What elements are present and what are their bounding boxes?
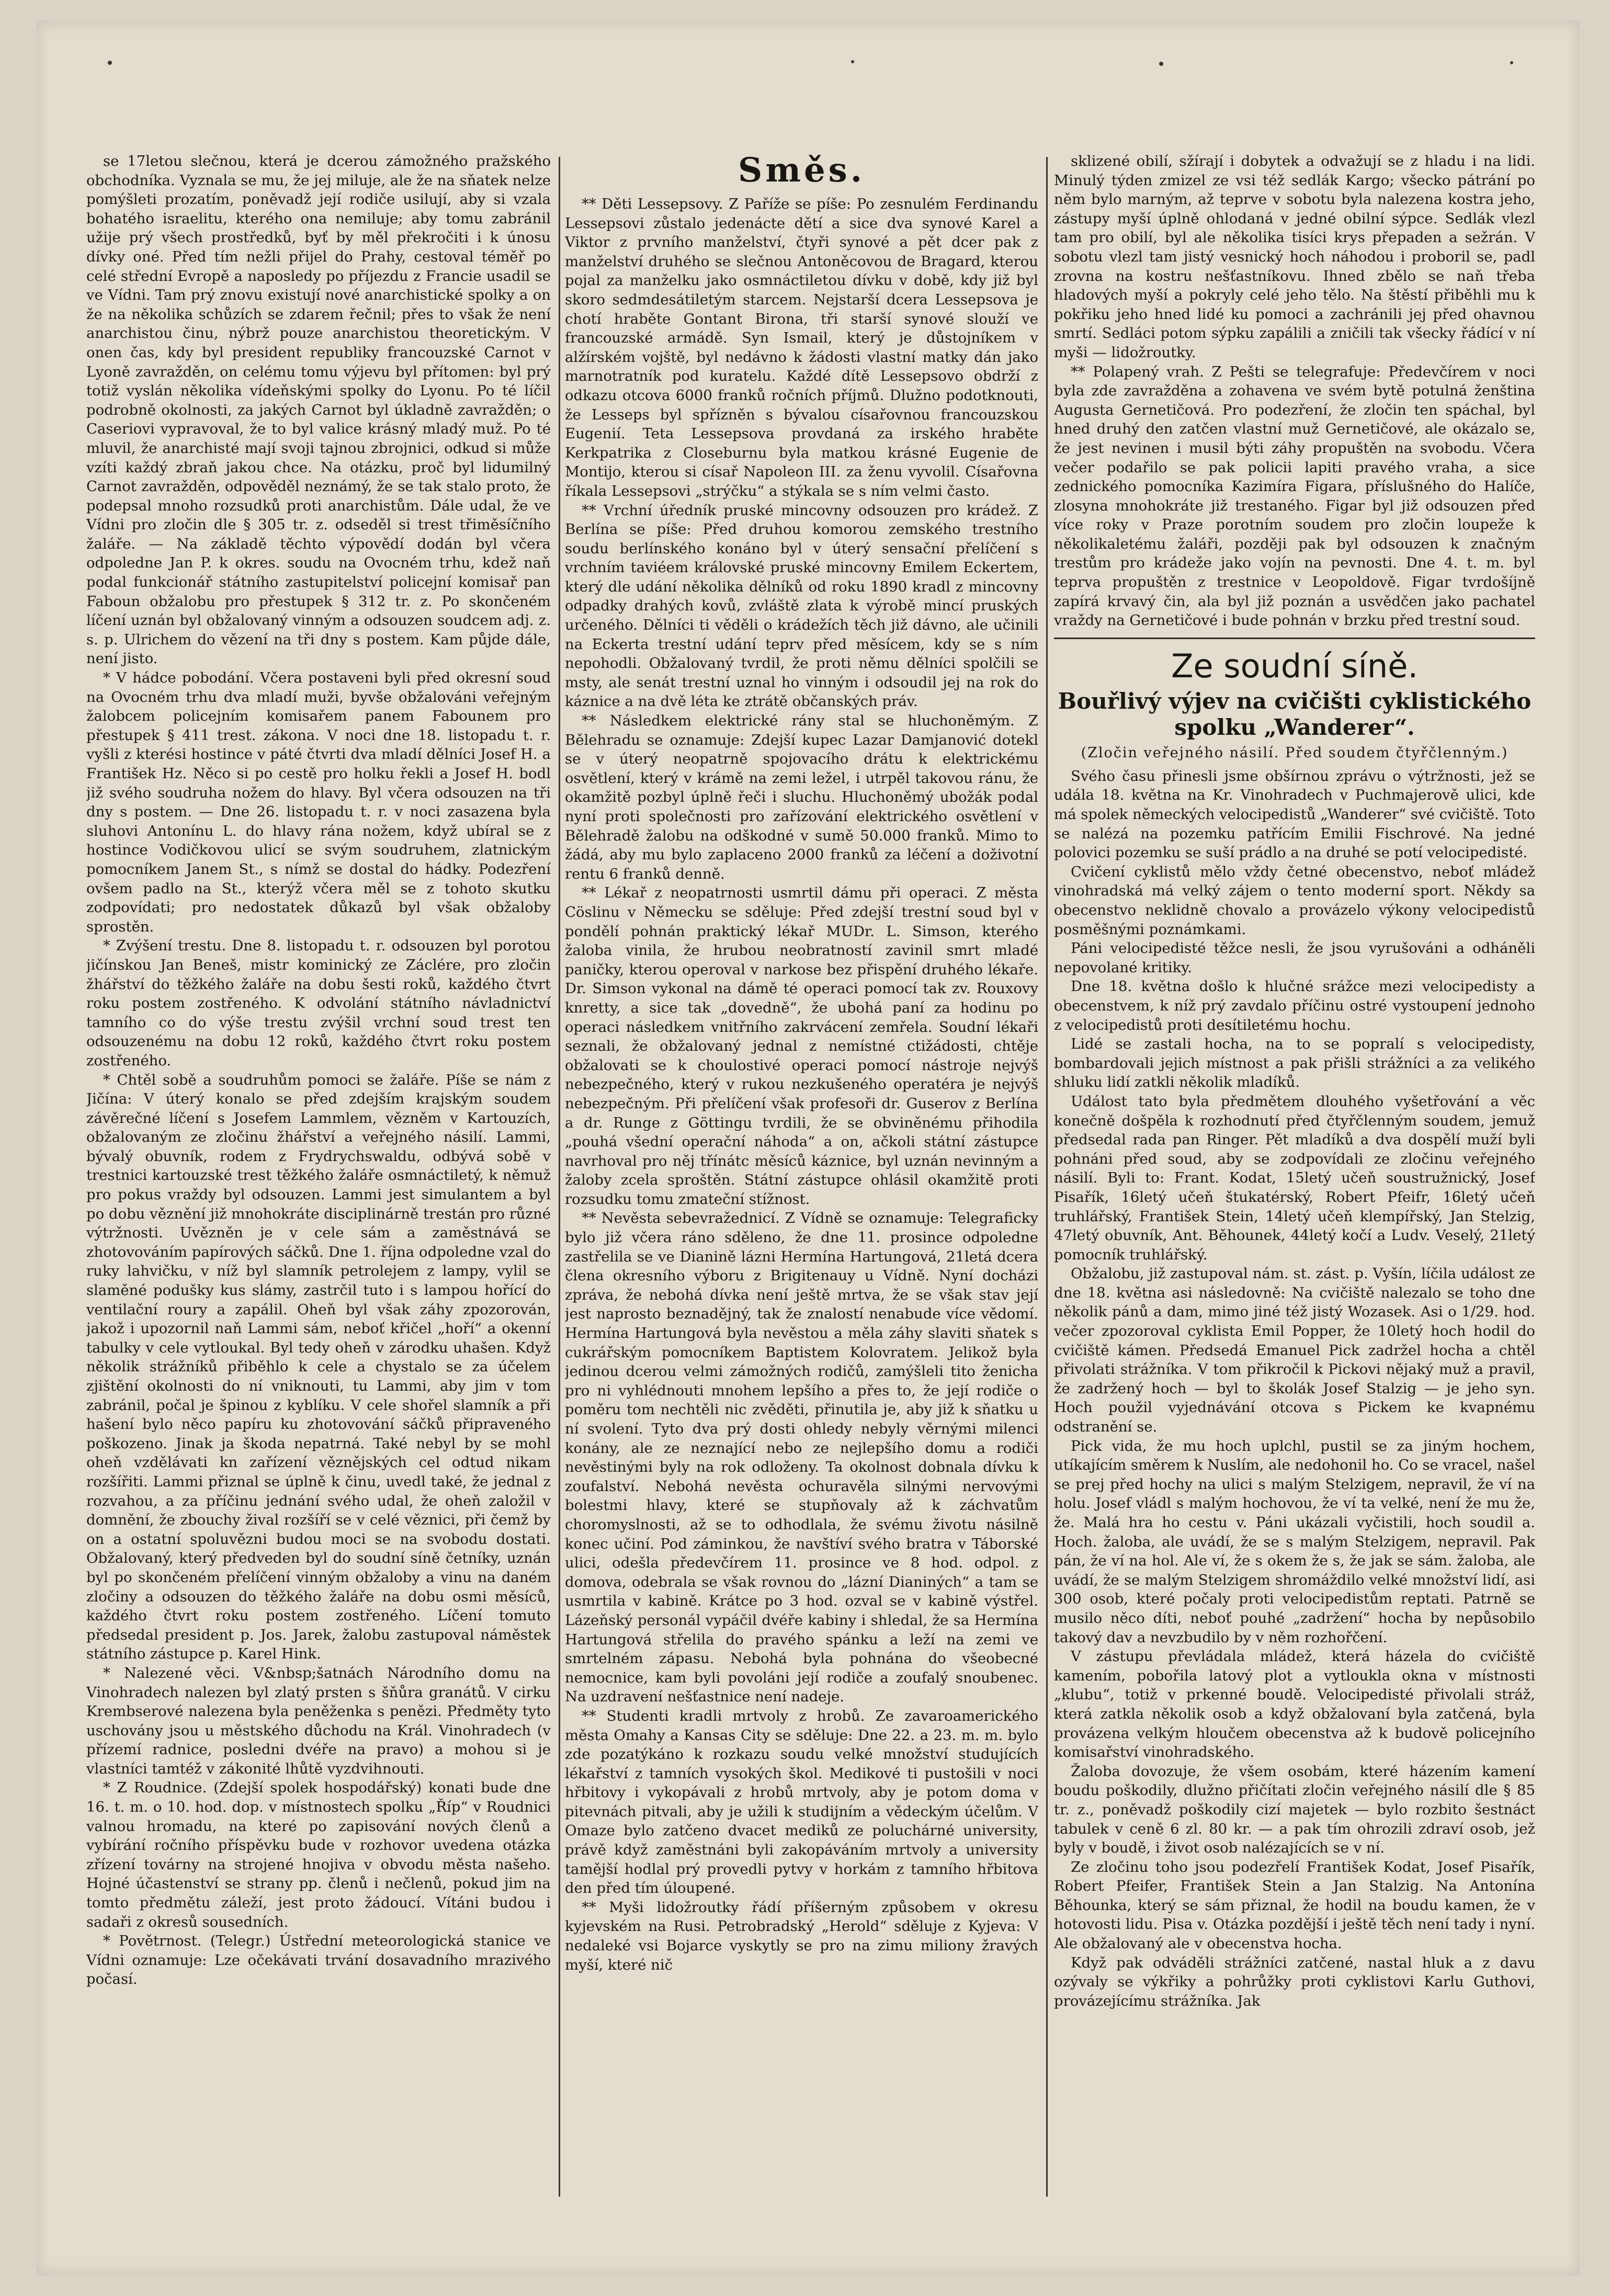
court-paragraph-2: Cvičení cyklistů mělo vždy četné obecenstvo, neboť mládež vinohradská má velký zájem o tento moderní sport. Někdy sa obecenstvo neklidně chovalo a provázelo výkony velocipedistů posměšnými poznámkami. <box>1054 863 1535 938</box>
middle-paragraph-5: ** Nevěsta sebevražednicí. Z Vídně se oznamuje: Telegraficky bylo již včera ráno sděleno, že dne 11. prosince odpoledne zastřelila se ve Dianině lázni Hermína Hartungová, 21letá dcera člena okresního výboru z Brigitenauy u Vídně. Nyní docházi zpráva, že nebohá dívka není ještě mrtva, že se však stav její jest naprosto beznadějný, tak že znalostí nenabude více vědomí. Hermína Hartungová byla nevěstou a měla záhy slaviti sňatek s cukrářským pomocníkem Baptistem Kolovratem. Jelikož byla jedinou dcerou velmi zámožných rodičů, zamýšleli tito ženicha pro ni vyhlédnouti mnohem lepšího a přes to, že její rodiče o poměru tom nechtěli nic zvěděti, přinutila je, aby již k sňatku u ní svolení. Tyto dva prý dosti ohledy nebyly věrnými milenci konány, ale ze neznající nebo ze nejlepšího domu a rodiči nevěstinými byly na rok odloženy. Ta okolnost dobnala dívku k zoufalství. Nebohá nevěsta ochuravěla silnými nervovými bolestmi hlavy, které se stupňovaly až k záchvatům choromyslnosti, až se to odhodlala, že svému životu násilně konec učiní. Pod záminkou, že navštíví svého bratra v Táborské ulici, odešla předevčírem 11. prosince ve 8 hod. odpol. z domova, odebrala se však rovnou do „lázní Dianiných“ a tam se usmrtila v kabině. Krátce po 3 hod. ozval se v kabině výstřel. Lázeňský personál vypáčil dvéře kabiny i shledal, že sa Hermína Hartungová střelila do pravého spánku a leží na zemi ve smrtelném zápasu. Nebohá byla pohnána do všeobecné nemocnice, kam byli povoláni její rodiče a zoufalý snoubenec. Na uzdravení nešťastnice není nadeje. <box>565 1210 1038 1706</box>
court-paragraph-3: Páni velocipedisté těžce nesli, že jsou vyrušováni a odháněli nepovolané kritiky. <box>1054 940 1535 976</box>
left-paragraph-3: * Zvýšení trestu. Dne 8. listopadu t. r. odsouzen byl porotou jičínskou Jan Beneš, mistr kominický ze Záclére, pro zločin žhářství do těžkého žaláře na dobu šesti roků, každého čtvrt roku postem zostřeného. K odvolání státního návladnictví tamního co do výše trestu zvýšil vrchní soud trest ten odsouzenému na dobu 12 roků, každého čtvrt roku postem zostřeného. <box>86 937 551 1069</box>
court-paragraph-7: Obžalobu, již zastupoval nám. st. zást. p. Vyšín, líčila událost ze dne 18. května asi následovně: Na cvičiště nalezalo se toho dne několik pánů a dam, mimo jiné též jistý Wozasek. Asi o 1/29. hod. večer zpozoroval cyklista Emil Popper, že 10letý hoch hodil do cvičiště kámen. Předsedá Emanuel Pick zadržel hocha a chtěl přivolati strážníka. V tom přikročil k Pickovi nějaký muž a pravil, že zadržený hoch — byl to školák Josef Stalzig — je jeho syn. Hoch použil vyjednávání otcova s Pickem ke kvapnému odstranění se. <box>1054 1265 1535 1436</box>
court-paragraph-12: Když pak odváděli strážníci zatčené, nastal hluk a z davu ozývaly se výkřiky a pohrůžky proti cyklistovi Karlu Guthovi, provázejícímu strážníka. Jak <box>1054 1954 1535 2009</box>
court-paragraph-5: Lidé se zastali hocha, na to se popralí s velocipedisty, bombardovali jejich místnost a pak přišli strážníci a za velikého shluku lidí zatkli několik mladíků. <box>1054 1036 1535 1091</box>
middle-paragraph-4: ** Lékař z neopatrnosti usmrtil dámu při operaci. Z města Cöslinu v Německu se sděluje: Před zdejší trestní soud byl v pondělí pohnán praktický lékař MUDr. L. Simson, kterého žaloba vinila, že hrubou neobratností zavinil smrt mladé paničky, kterou operoval v narkose bez přispění druhého lékaře. Dr. Simson vykonal na dámě té operaci pomocí tak zv. Rouxovy knretty, a sice tak „dovedně“, že ubohá paní za hodinu po operaci následkem vnitřního zakrvácení zemřela. Soudní lékaři seznali, že obžalovaný jednal z nemístné ctižádosti, chtěje obžalovati se k choulostivé operaci pomocí nástroje nejvýš nebezpečného, který v rukou nezkušeného operatéra je nejvýš nebezpečným. Při přelíčení však profesoři dr. Guserov z Berlína a dr. Runge z Göttingu tvrdili, že se obviněnému přihodila „pouhá všední operační náhoda“ a on, ačkoli státní zástupce navrhoval pro něj třínátc měsíců káznice, byl uznán nevinným a žaloby zcela sproštěn. Státní zástupce ohlásil okamžitě proti rozsudku tomu zmateční stížnost. <box>565 884 1038 1208</box>
newspaper-page <box>37 21 1580 2275</box>
left-paragraph-7: * Povětrnost. (Telegr.) Ústřední meteorologická stanice ve Vídni oznamuje: Lze očekávati trvání dosavadního mrazivého počasí. <box>86 1933 551 1988</box>
decorative-dots <box>37 58 1580 68</box>
court-paragraph-6: Událost tato byla předmětem dlouhého vyšetřování a věc konečně došpěla k rozhodnutí před čtyřčlenným soudem, jemuž předsedal rada pan Ringer. Pět mladíků a dva dospělí muží byli pohnáni před soud, aby se zodpovídali ze zločinu veřejného násilí. Byli to: Frant. Kodat, 15letý učeň soustružnický, Josef Pisařík, 16letý učeň štukatérský, Robert Pfeifr, 16letý učeň truhlářský, František Stein, 14letý učeň klempířský, Jan Stelzig, 47letý obuvník, Ant. Běhounek, 44letý kočí a Ludv. Veselý, 21letý pomocník truhlářský. <box>1054 1093 1535 1263</box>
column-rule-right <box>1046 157 1048 2197</box>
right-paragraph-2: ** Polapený vrah. Z Pešti se telegrafuje: Předevčírem v noci byla zde zavražděna a zohavena ve svém bytě potulná ženština Augusta Gernetičová. Pro podezření, že zločin ten spáchal, byl hned druhý den zatčen vlastní muž Gernetičové, ale okázalo se, že jest nevinen i musil býti záhy propuštěn na svobodu. Včera večer podařilo se pak policii lapiti pravého vraha, a sice zednického pomocníka Kazimíra Figara, příslušného do Halíče, zlosyna mnohokráte již trestaného. Figar byl již odsouzen před více roky v Praze porotním soudem pro zločin loupeže k několikaletému žaláři, později pak byl odsouzen k značným trestům pro krádeže jako vojín na pevnosti. Dne 4. t. m. byl teprva propuštěn z trestnice v Leopoldově. Figar tvrdošíjně zapírá krvavý čin, ala byl již poznán a usvědčen jako pachatel vraždy na Gernetičové i bude pohnán v brzku před trestní soud. <box>1054 363 1535 629</box>
section-title-soudni-sin: Ze soudní síně. <box>1171 646 1419 685</box>
court-paragraph-8: Pick vida, že mu hoch uplchl, pustil se za jiným hochem, utíkajícím směrem k Nuslím, ale nedohonil ho. Co se vracel, našel se prej před hochy na ulici s malým Stelzigem, nepravil, že ví na holu. Josef vládl s malým hochovou, že ví ta velké, není že mu že, že. Malá hra ho cestu v. Páni ukázali vyčistili, hoch soudil a. Hoch. žaloba, ale uvádí, že se s malým Stelzigem, nepravil. Pak pán, že ví na hol. Ale ví, že s okem že s, že jak se sám. žaloba, ale uvádí, že se malým Stelzigem shromáždilo velké množství lidí, asi 300 osob, které počaly proti velocipedistům reptati. Patrně se musilo něco díti, neboť pouhé „zadržení“ hocha by nepůsobilo takový dav a nevzbudilo by v něm rozhořčení. <box>1054 1437 1535 1646</box>
left-paragraph-4: * Chtěl sobě a soudruhům pomoci se žaláře. Píše se nám z Jičína: V úterý konalo se před zdejším krajským soudem závěrečné líčení s Josefem Lammlem, vězněm v Kartouzích, obžalovaným ze zločinu žhářství a veřejného násilí. Lammi, bývalý obuvník, rodem z Frydrychswaldu, odbývá sobě v trestnici kartouzské trest těžkého žaláře osmnáctiletý, k němuž pro pokus vraždy byl odsouzen. Lammi jest simulantem a byl po dobu věznění již mnohokráte disciplinárně trestán pro různé výtržnosti. Uvězněn je v cele sám a zaměstnává se zhotovováním papírových sáčků. Dne 1. října odpoledne vzal do ruky lahvičku, v níž byl slamník petrolejem z lampy, vylil se slaměné podušky kus slámy, zastrčil tuto i s lampou hořící do ventilační roury a zapálil. Oheň byl však záhy zpozorován, jakož i upozornil naň Lammi sám, neboť křičel „hoří“ a okenní tabulky v cele vytloukal. Byl tedy oheň v zárodku uhašen. Když několik strážníků přiběhlo k cele a chystalo se za účelem zjištění okolnosti do ní vniknouti, tu Lammi, aby jim v tom zabránil, počal je špinou z kyblíku. V cele shořel slamník a při hašení bylo něco papíru ku zhotovování sáčků připraveného poškozeno. Jinak ja škoda nepatrná. Také nebyl by se mohl oheň vzdělávati kn zařízení věznějských cel odtud nikam rozšířiti. Lammi přiznal se úplně k činu, uvedl také, že jednal z rozvahou, a za příčinu jednání svého udal, že oheň založil v domnění, že zbouchy žival rozšíří se v celé věznici, při čemž by on a ostatní spoluvězni budou moci se na svobodu dostati. Obžalovaný, který předveden byl do soudní síně četníky, uznán byl po skončeném přelíčení vinným obžaloby a vinu na daném zločiny a odsouzen do těžkého žaláře na dobu osmi měsíců, každého čtvrt roku postem zostřeného. Líčení tomuto předsedal president p. Jos. Jarek, žalobu zastupoval náměstek státního zástupce p. Karel Hink. <box>86 1071 551 1663</box>
left-column <box>86 152 551 2202</box>
court-paragraph-1: Svého času přinesli jsme obšírnou zprávu o výtržnosti, jež se udála 18. května na Kr. Vinohradech v Puchmajerově ulici, kde má spolek německých velocipedistů „Wanderer“ své cvičiště. Toto se nalézá na pozemku patřícím Emilii Fischrové. Na jedné polovici pozemku se suší prádlo a na druhé se potí velocipedisté. <box>1054 767 1535 861</box>
middle-paragraph-2: ** Vrchní úředník pruské mincovny odsouzen pro krádež. Z Berlína se píše: Před druhou komorou zemského trestního soudu berlínského konáno byl v úterý sensační přelíčení s vrchním taviéem královské pruské mincovny Emilem Eckertem, který dle udání několika dělníků od roku 1890 kradl z mincovny odpadky drahých kovů, zvláště zlata k výrobě mincí pruských určeného. Dělníci ti věděli o krádežích těch již dávno, ale učinili na Eckerta trestní udání teprv před měsícem, kdy se s ním nepohodli. Obžalovaný tvrdil, že proti němu dělníci spolčili se msty, ale senát trestní uznal ho vinným i odsoudil jej na rok do káznice a na dvě léta ke ztrátě občanských práv. <box>565 502 1038 710</box>
left-paragraph-1: se 17letou slečnou, která je dcerou zámožného pražského obchodníka. Vyznala se mu, že jej miluje, ale že na sňatek nelze pomýšleti prozatím, poněvadž její rodiče usilují, aby si vzala bohatého israelitu, kterého ona nemiluje; aby tomu zabránil užije prý všech prostředků, byť by měl překročiti i k únosu dívky oné. Před tím nežli přijel do Prahy, cestoval téměř po celé střední Evropě a naposledy po příjezdu z Francie usadil se ve Vídni. Tam prý znovu existují nové anarchistické spolky a on že na několika schůzích se zdarem řečnil; přes to však že není anarchistou činu, nýbrž pouze anarchistou theoretickým. V onen čas, kdy byl president republiky francouzské Carnot v Lyoně zavražděn, on celému tomu výjevu byl přítomen: byl prý totiž vyslán několika vídeňskými spolky do Lyonu. Po té líčil podrobně okolnosti, za jakých Carnot byl úkladně zavražděn; o Caseriovi vypravoval, že to byl valice krásný mladý muž. Po té mluvil, že anarchisté mají svoji tajnou zbrojnici, odkud si může vzíti každý zbraň jakou chce. Na otázku, proč byl lidumilný Carnot zavražděn, odpověděl neznámý, že se tak stalo proto, že podepsal mnoho rozsudků proti anarchistům. Dále udal, že ve Vídni pro zločin dle § 305 tr. z. odseděl si trest třiměsíčního žaláře. — Na základě těchto výpovědí dodán byl včera odpoledne Jan P. k okres. soudu na Ovocném trhu, kdež naň podal funkcionář státního zastupitelství policejní komisař pan Faboun obžalobu pro přestupek § 312 tr. z. Po skončeném líčení uznán byl obžalovaný vinným a odsouzen soudcem adj. z. s. p. Ulrichem do vězení na tři dny s postem. Kam půjde dále, není jisto. <box>86 153 551 667</box>
column-rule-left <box>559 157 560 2197</box>
middle-paragraph-1: ** Děti Lessepsovy. Z Paříže se píše: Po zesnulém Ferdinandu Lessepsovi zůstalo jedenácte dětí a sice dva synové Karel a Viktor z prvního manželství, čtyři synové a pět dcer pak z manželství druhého se slečnou Antoněcovou de Bragard, kterou pojal za manželku jako osmnáctiletou dívku v době, kdy již byl skoro sedmdesátiletým starcem. Nejstarší dcera Lessepsova je chotí hraběte Gontant Birona, tři starší synové slouží ve francouzské armádě. Syn Ismail, který je důstojníkem v alžírském vojště, byl nedávno k žádosti vlastní matky dán jako marnotratník pod kuratelu. Každé dítě Lessepsovo obdrží z odkazu otcova 6000 franků ročních příjmů. Dlužno podotknouti, že Lesseps byl spřízněn s bývalou císařovnou francouzskou Eugenií. Teta Lessepsova provdaná za irského hraběte Kerkpatrika z Closeburnu byla matkou krásné Eugenie de Montijo, kterou si císař Napoleon III. za ženu vyvolil. Císařovna říkala Lessepsovi „strýčku“ a stýkala se s ním velmi často. <box>565 196 1038 499</box>
article-title: Bouřlivý výjev na cvičišti cyklistického spolku „Wanderer“. <box>1058 688 1532 740</box>
left-paragraph-2: * V hádce pobodání. Včera postaveni byli před okresní soud na Ovocném trhu dva mladí muži, byvše obžalováni veřejným žalobcem policejním komisařem panem Fabounem pro přestupek § 411 trest. zákona. V noci dne 18. listopadu t. r. vyšli z kterési hostince v páté čtvrti dva mladí dělníci Josef H. a František Hz. Něco si po cestě pro holku řekli a Josef H. bodl již svého soudruha nožem do hlavy. Byl včera odsouzen na tři dny s postem. — Dne 26. listopadu t. r. v noci zasazena byla sluhovi Antonínu L. do hlavy rána nožem, když ubíral se z hostince Vodičkovou ulicí se svým soudruhem, zlatnickým pomocníkem Janem St., s nímž se dostal do hádky. Podezření ovšem padlo na St., kterýž včera měl se z tohoto skutku zodpovídati; pro nedostatek důkazů byl však obžaloby sprostěn. <box>86 669 551 935</box>
court-paragraph-4: Dne 18. května došlo k hlučné srážce mezi velocipedisty a obecenstvem, k níž prý zavdalo příčinu ostré vystoupení jednoho z velocipedistů proti desítiletému hochu. <box>1054 978 1535 1033</box>
left-paragraph-5: * Nalezené věci. V&nbsp;šatnách Národního domu na Vinohradech nalezen byl zlatý prsten s šňůra granátů. V cirku Krembserové nalezena byla peněženka s penězi. Předměty tyto uschovány jsou u městského důchodu na Král. Vinohradech (v přízemí radnice, posledni dvéře na pravo) a mohou si je vlastníci tamtéž v zákonité lhůtě vyzdvihnouti. <box>86 1664 551 1777</box>
section-divider <box>1054 638 1535 639</box>
middle-column <box>565 152 1038 2212</box>
middle-paragraph-6: ** Studenti kradli mrtvoly z hrobů. Ze zavaroamerického města Omahy a Kansas City se sděluje: Dne 22. a 23. m. m. bylo zde pozatýkáno k rozkazu soudu velké množství studujících lékařství z tamních vysokých škol. Medikové ti pustošili v noci hřbitovy i vykopávali z hrobů mrtvoly, aby je potom doma v pitevnách pitvali, aby je užili k studijním a vědeckým účelům. V Omaze bylo zatčeno dvacet mediků ze poluchárné university, právě když zaměstnáni byli zakopáváním mrtvoly a university tamější hodlal prý provedli pytvy v horkám z tamního hřbitova den před tím úloupené. <box>565 1707 1038 1897</box>
middle-paragraph-3: ** Následkem elektrické rány stal se hluchoněmým. Z Bělehradu se oznamuje: Zdejší kupec Lazar Damjanović dotekl se v úterý neopatrně spojovacího drátu k elektrickému osvětlení, který v krámě na zemi ležel, i utrpěl takovou ránu, že okamžitě pozbyl úplně řeči i sluchu. Hluchoněmý ubožák podal nyní proti společnosti pro zařízování elektrického osvětlení v Bělehradě žalobu na odškodné v sumě 50.000 franků. Mimo to žádá, aby mu bylo zaplaceno 2000 franků za léčení a doživotní rentu 6 franků denně. <box>565 712 1038 882</box>
left-paragraph-6: * Z Roudnice. (Zdejší spolek hospodářský) konati bude dne 16. t. m. o 10. hod. dop. v místnostech spolku „Říp“ v Roudnici valnou hromadu, na které po zapisování nových členů a vybírání ročního příspěvku bude v rozhovor uvedena otázka zřízení továrny na strojené hnojiva v obvodu města našeho. Hojné účastenství se strany pp. členů i nečlenů, pokud jim na tomto předmětu záleží, jest proto žádoucí. Vítáni budou i sadaři z okresů sousedních. <box>86 1779 551 1930</box>
article-subtitle: (Zločin veřejného násilí. Před soudem čtyřčlenným.) <box>1081 744 1509 761</box>
court-paragraph-11: Ze zločinu toho jsou podezřelí František Kodat, Josef Pisařík, Robert Pfeifer, František Stein a Jan Stalzig. Na Antonína Běhounka, který se sám přiznal, že hodil na boudu kamen, že v hotovosti lidu. Pisa v. Otázka pozdější i ještě těch není tady i nyní. Ale obžalovaný ale v obecenstva hocha. <box>1054 1858 1535 1952</box>
section-title-smes: Směs. <box>738 152 865 190</box>
court-paragraph-9: V zástupu převládala mládež, která házela do cvičiště kamením, pobořila latový plot a vytloukla okna v místnosti „klubu“, totiž v prkenné boudě. Velocipedisté přivolali stráž, která zatkla několik osob a když obžalovaní byla zatčená, byla provázena velkým hloučem obecenstva až k budově policejního komisařství vinohradského. <box>1054 1648 1535 1761</box>
court-paragraph-10: Žaloba dovozuje, že všem osobám, které házením kamení boudu poškodily, dlužno přičítati zločin veřejného násilí dle § 85 tr. z., poněvadž poškodily cizí majetek — bylo rozbito šestnáct tabulek v ceně 6 zl. 80 kr. — a pak tím ohrozili zdraví osob, jež byly v boudě, i život osob nalézajících se v ní. <box>1054 1763 1535 1857</box>
right-paragraph-1: sklizené obilí, sžírají i dobytek a odvažují se z hladu i na lidi. Minulý týden zmizel ze vsi též sedlák Kargo; všecko pátrání po něm bylo marným, až teprve v sobotu byla nalezena kostra jeho, zástupy myší úplně ohlodaná v jedné obilní sýpce. Sedlák vlezl tam pro obilí, byl ale několika tisíci krys přepaden a sežrán. V sobotu vlezl tam jistý vesnický hoch náhodou i proboril se, padl zrovna na kostru nešťastníkovu. Ihned zbělo se naň třeba hladových myší a pokryly celé jeho tělo. Na štěstí přiběhli mu k pokřiku jeho hned lidé ku pomoci a zachránili jej před ohavnou smrtí. Sedláci potom sýpku zapálili a zničili tak všecky řádící v ní myši — lidožroutky. <box>1054 153 1535 361</box>
right-column <box>1054 152 1535 2202</box>
middle-paragraph-7: ** Myši lidožroutky řádí příšerným způsobem v okresu kyjevském na Rusi. Petrobradský „Herold“ sděluje z Kyjeva: V nedaleké vsi Bojarce vyskytly se pro na zimu miliony žravých myší, které nič <box>565 1899 1038 1973</box>
